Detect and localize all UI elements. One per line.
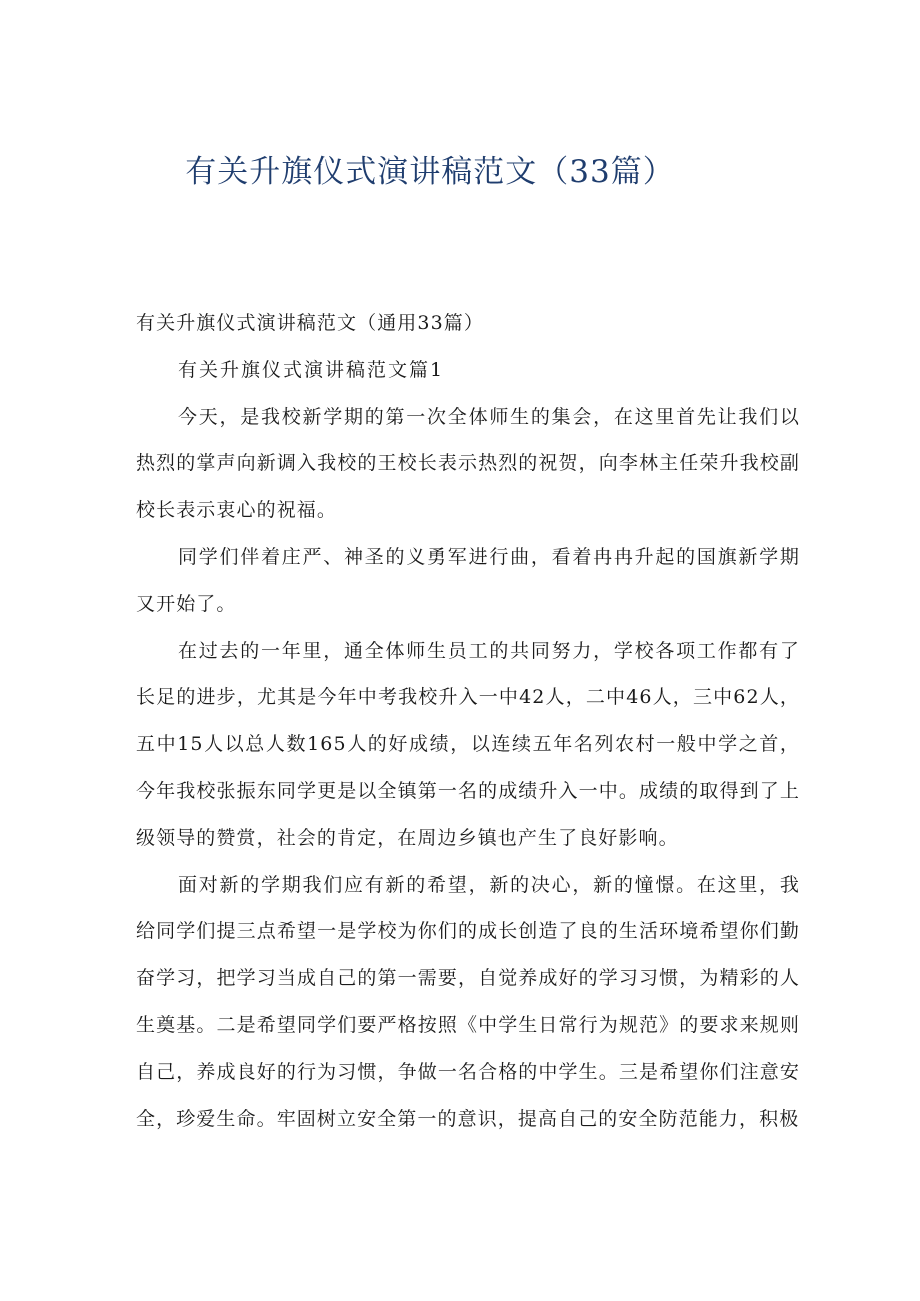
section-heading: 有关升旗仪式演讲稿范文篇1 (178, 358, 445, 381)
document-subtitle: 有关升旗仪式演讲稿范文（通用33篇） (136, 312, 484, 334)
document-body (136, 300, 800, 1142)
paragraph: 面对新的学期我们应有新的希望，新的决心，新的憧憬。在这里，我给同学们提三点希望一是学校为你们的成长创造了良的生活环境希望你们勤奋学习，把学习当成自己的第一需要，自觉养成好的学习习惯，为精彩的人生奠基。二是希望同学们要严格按照《中学生日常行为规范》的要求来规则自己，养成良好的行为习惯，争做一名合格的中学生。三是希望你们注意安全，珍爱生命。牢固树立安全第一的意识，提高自己的安全防范能力，积极 (136, 873, 800, 1130)
paragraph: 在过去的一年里，通全体师生员工的共同努力，学校各项工作都有了长足的进步，尤其是今年中考我校升入一中42人，二中46人，三中62人，五中15人以总人数165人的好成绩，以连续五年名列农村一般中学之首，今年我校张振东同学更是以全镇第一名的成绩升入一中。成绩的取得到了上级领导的赞赏，社会的肯定，在周边乡镇也产生了良好影响。 (136, 639, 800, 849)
document-title: 有关升旗仪式演讲稿范文（33篇） (185, 154, 675, 190)
paragraph: 今天，是我校新学期的第一次全体师生的集会，在这里首先让我们以热烈的掌声向新调入我校的王校长表示热烈的祝贺，向李林主任荣升我校副校长表示衷心的祝福。 (136, 405, 800, 522)
paragraph: 同学们伴着庄严、神圣的义勇军进行曲，看着冉冉升起的国旗新学期又开始了。 (136, 545, 800, 615)
